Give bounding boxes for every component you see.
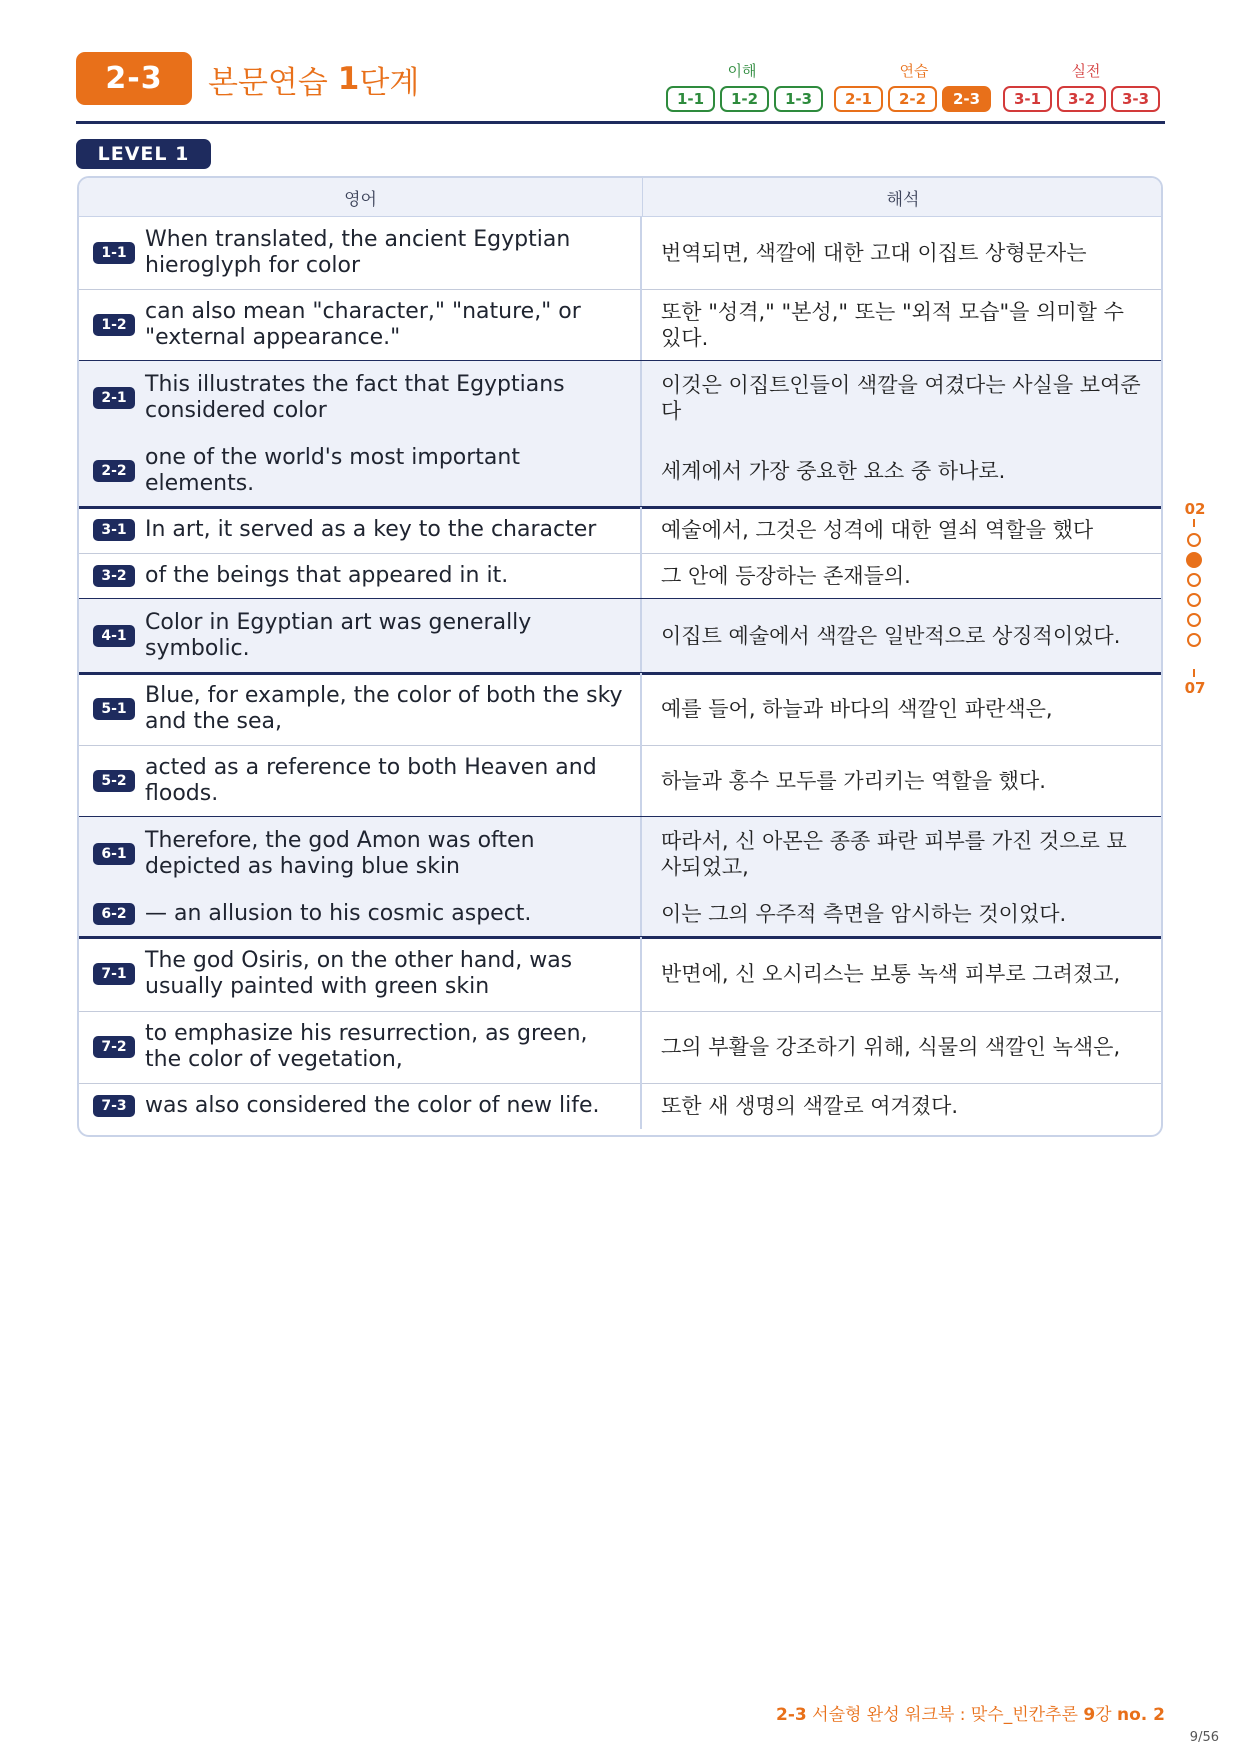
english-sentence: [145, 553, 626, 599]
korean-translation-cell: [643, 1011, 1161, 1083]
english-sentence-text: can also mean "character," "nature," or "external appearance.": [145, 299, 581, 350]
korean-translation-cell: [643, 673, 1161, 745]
english-sentence-text: acted as a reference to both Heaven and floods.: [145, 755, 597, 806]
page-title-stage-word: 단계: [359, 64, 420, 101]
english-sentence-text: The god Osiris, on the other hand, was usually painted with green skin: [145, 948, 573, 999]
table-row: [79, 435, 1161, 507]
table-header: [79, 178, 1161, 217]
sentence-number-badge: 3-2: [93, 565, 135, 587]
english-cell: [79, 817, 642, 891]
group-label-practice: 연습: [899, 62, 929, 80]
korean-translation-cell: [643, 361, 1161, 435]
sentence-number-badge: 6-2: [93, 903, 135, 925]
sentence-number-badge: 5-2: [93, 770, 135, 792]
english-sentence: [145, 1011, 626, 1083]
sentence-number-badge: 1-2: [93, 314, 135, 336]
column-header-korean: 해석: [886, 189, 920, 210]
step-1-2[interactable]: 1-2: [720, 86, 769, 112]
level-badge: LEVEL 1: [76, 139, 211, 169]
table-row: [79, 507, 1161, 553]
page-title-stage-num: 1: [337, 61, 360, 97]
english-cell: [79, 289, 642, 361]
side-nav-end: 07: [1184, 679, 1206, 697]
side-nav-line: [1193, 519, 1195, 527]
footer-title: 서술형 완성 워크북 : 맞수_빈칸추론: [812, 1705, 1078, 1725]
column-header-english: 영어: [79, 178, 643, 216]
header-divider: [76, 121, 1165, 124]
sentence-number-badge: 4-1: [93, 625, 135, 647]
english-sentence-text: Color in Egyptian art was generally symbolic.: [145, 610, 532, 661]
korean-translation-text: 예술에서, 그것은 성격에 대한 열쇠 역할을 했다: [661, 518, 1094, 542]
english-cell: [79, 937, 642, 1011]
english-cell: [79, 361, 642, 435]
group-label-real: 실전: [1071, 62, 1101, 80]
english-cell: [79, 599, 642, 673]
korean-translation-cell: [643, 599, 1161, 673]
korean-translation-text: 하늘과 홍수 모두를 가리키는 역할을 했다.: [661, 769, 1046, 793]
english-sentence: [145, 435, 626, 507]
english-cell: [79, 217, 642, 289]
english-sentence: [145, 745, 626, 817]
korean-translation-cell: [643, 435, 1161, 507]
korean-translation-text: 이는 그의 우주적 측면을 암시하는 것이었다.: [661, 902, 1067, 926]
english-sentence: [145, 817, 626, 891]
korean-translation-text: 예를 들어, 하늘과 바다의 색깔인 파란색은,: [661, 697, 1053, 721]
english-sentence: [145, 507, 626, 553]
english-sentence: [145, 1083, 626, 1129]
english-sentence-text: one of the world's most important elements.: [145, 445, 520, 496]
korean-translation-cell: [643, 891, 1161, 937]
korean-translation-text: 또한 새 생명의 색깔로 여겨졌다.: [661, 1094, 959, 1118]
table-row: [79, 599, 1161, 673]
side-nav-dot[interactable]: [1187, 613, 1201, 627]
english-sentence-text: This illustrates the fact that Egyptians considered color: [145, 372, 565, 423]
english-sentence: [145, 673, 626, 745]
table-row: [79, 217, 1161, 289]
step-2-2[interactable]: 2-2: [888, 86, 937, 112]
table-row: [79, 1083, 1161, 1129]
footer: [776, 1700, 1165, 1725]
korean-translation-text: 번역되면, 색깔에 대한 고대 이집트 상형문자는: [661, 241, 1087, 265]
korean-translation-text: 또한 "성격," "본성," 또는 "외적 모습"을 의미할 수 있다.: [661, 300, 1124, 350]
sentence-number-badge: 7-3: [93, 1095, 135, 1117]
english-sentence: [145, 217, 626, 289]
step-1-1[interactable]: 1-1: [666, 86, 715, 112]
korean-translation-cell: [643, 1083, 1161, 1129]
side-nav-dot[interactable]: [1187, 533, 1201, 547]
sentence-number-badge: 6-1: [93, 843, 135, 865]
table-row: [79, 1011, 1161, 1083]
english-sentence-text: Therefore, the god Amon was often depicted as having blue skin: [145, 828, 535, 879]
footer-lesson-word: 강: [1095, 1705, 1112, 1725]
english-sentence: [145, 891, 626, 937]
side-nav-dot-active[interactable]: [1186, 552, 1202, 568]
side-nav-dot[interactable]: [1187, 593, 1201, 607]
translation-table: [77, 176, 1163, 1137]
step-3-1[interactable]: 3-1: [1003, 86, 1052, 112]
korean-translation-cell: [643, 745, 1161, 817]
korean-translation-cell: [643, 507, 1161, 553]
page-title: [208, 55, 419, 103]
side-nav-line: [1193, 669, 1195, 677]
korean-translation-text: 따라서, 신 아몬은 종종 파란 피부를 가진 것으로 묘사되었고,: [661, 829, 1127, 879]
korean-translation-text: 이것은 이집트인들이 색깔을 여겼다는 사실을 보여준다: [661, 373, 1141, 423]
english-cell: [79, 1011, 642, 1083]
step-3-3[interactable]: 3-3: [1111, 86, 1160, 112]
footer-lesson-num: 9: [1083, 1705, 1096, 1725]
table-row: [79, 673, 1161, 745]
footer-section: 2-3: [776, 1705, 807, 1725]
english-cell: [79, 553, 642, 599]
section-badge: 2-3: [76, 52, 192, 105]
korean-translation-cell: [643, 817, 1161, 891]
english-cell: [79, 435, 642, 507]
korean-translation-cell: [643, 937, 1161, 1011]
english-sentence-text: When translated, the ancient Egyptian hieroglyph for color: [145, 227, 571, 278]
english-cell: [79, 507, 642, 553]
english-sentence-text: of the beings that appeared in it.: [145, 563, 509, 588]
english-sentence: [145, 937, 626, 1011]
korean-translation-text: 이집트 예술에서 색깔은 일반적으로 상징적이었다.: [661, 624, 1121, 648]
sentence-number-badge: 2-1: [93, 387, 135, 409]
table-row: [79, 937, 1161, 1011]
side-nav-dot[interactable]: [1187, 573, 1201, 587]
sentence-number-badge: 2-2: [93, 460, 135, 482]
table-row: [79, 891, 1161, 937]
english-sentence-text: — an allusion to his cosmic aspect.: [145, 901, 532, 926]
step-2-1[interactable]: 2-1: [834, 86, 883, 112]
sentence-number-badge: 3-1: [93, 519, 135, 541]
table-row: [79, 361, 1161, 435]
step-3-2[interactable]: 3-2: [1057, 86, 1106, 112]
korean-translation-text: 세계에서 가장 중요한 요소 중 하나로.: [661, 459, 1006, 483]
english-cell: [79, 1083, 642, 1129]
korean-translation-text: 반면에, 신 오시리스는 보통 녹색 피부로 그려졌고,: [661, 962, 1121, 986]
table-row: [79, 745, 1161, 817]
english-sentence-text: was also considered the color of new life.: [145, 1093, 600, 1118]
step-1-3[interactable]: 1-3: [774, 86, 823, 112]
table-row: [79, 289, 1161, 361]
english-sentence-text: Blue, for example, the color of both the sky and the sea,: [145, 683, 623, 734]
table-row: [79, 817, 1161, 891]
english-sentence-text: In art, it served as a key to the character: [145, 517, 597, 542]
english-sentence-text: to emphasize his resurrection, as green, the color of vegetation,: [145, 1021, 588, 1072]
side-nav-start: 02: [1184, 500, 1206, 518]
korean-translation-cell: [643, 289, 1161, 361]
english-cell: [79, 745, 642, 817]
side-nav-dot[interactable]: [1187, 633, 1201, 647]
sentence-number-badge: 7-1: [93, 963, 135, 985]
english-sentence: [145, 361, 626, 435]
korean-translation-text: 그 안에 등장하는 존재들의.: [661, 564, 911, 588]
sentence-number-badge: 7-2: [93, 1036, 135, 1058]
korean-translation-cell: [643, 553, 1161, 599]
sentence-number-badge: 1-1: [93, 242, 135, 264]
table-row: [79, 553, 1161, 599]
english-cell: [79, 891, 642, 937]
korean-translation-text: 그의 부활을 강조하기 위해, 식물의 색깔인 녹색은,: [661, 1035, 1121, 1059]
step-2-3[interactable]: 2-3: [942, 86, 991, 112]
page-title-main: 본문연습: [208, 64, 328, 101]
group-label-understand: 이해: [727, 62, 757, 80]
english-sentence: [145, 289, 626, 361]
page-number: 9/56: [1189, 1730, 1219, 1745]
korean-translation-cell: [643, 217, 1161, 289]
sentence-number-badge: 5-1: [93, 698, 135, 720]
english-sentence: [145, 599, 626, 673]
footer-number: no. 2: [1117, 1705, 1165, 1725]
english-cell: [79, 673, 642, 745]
